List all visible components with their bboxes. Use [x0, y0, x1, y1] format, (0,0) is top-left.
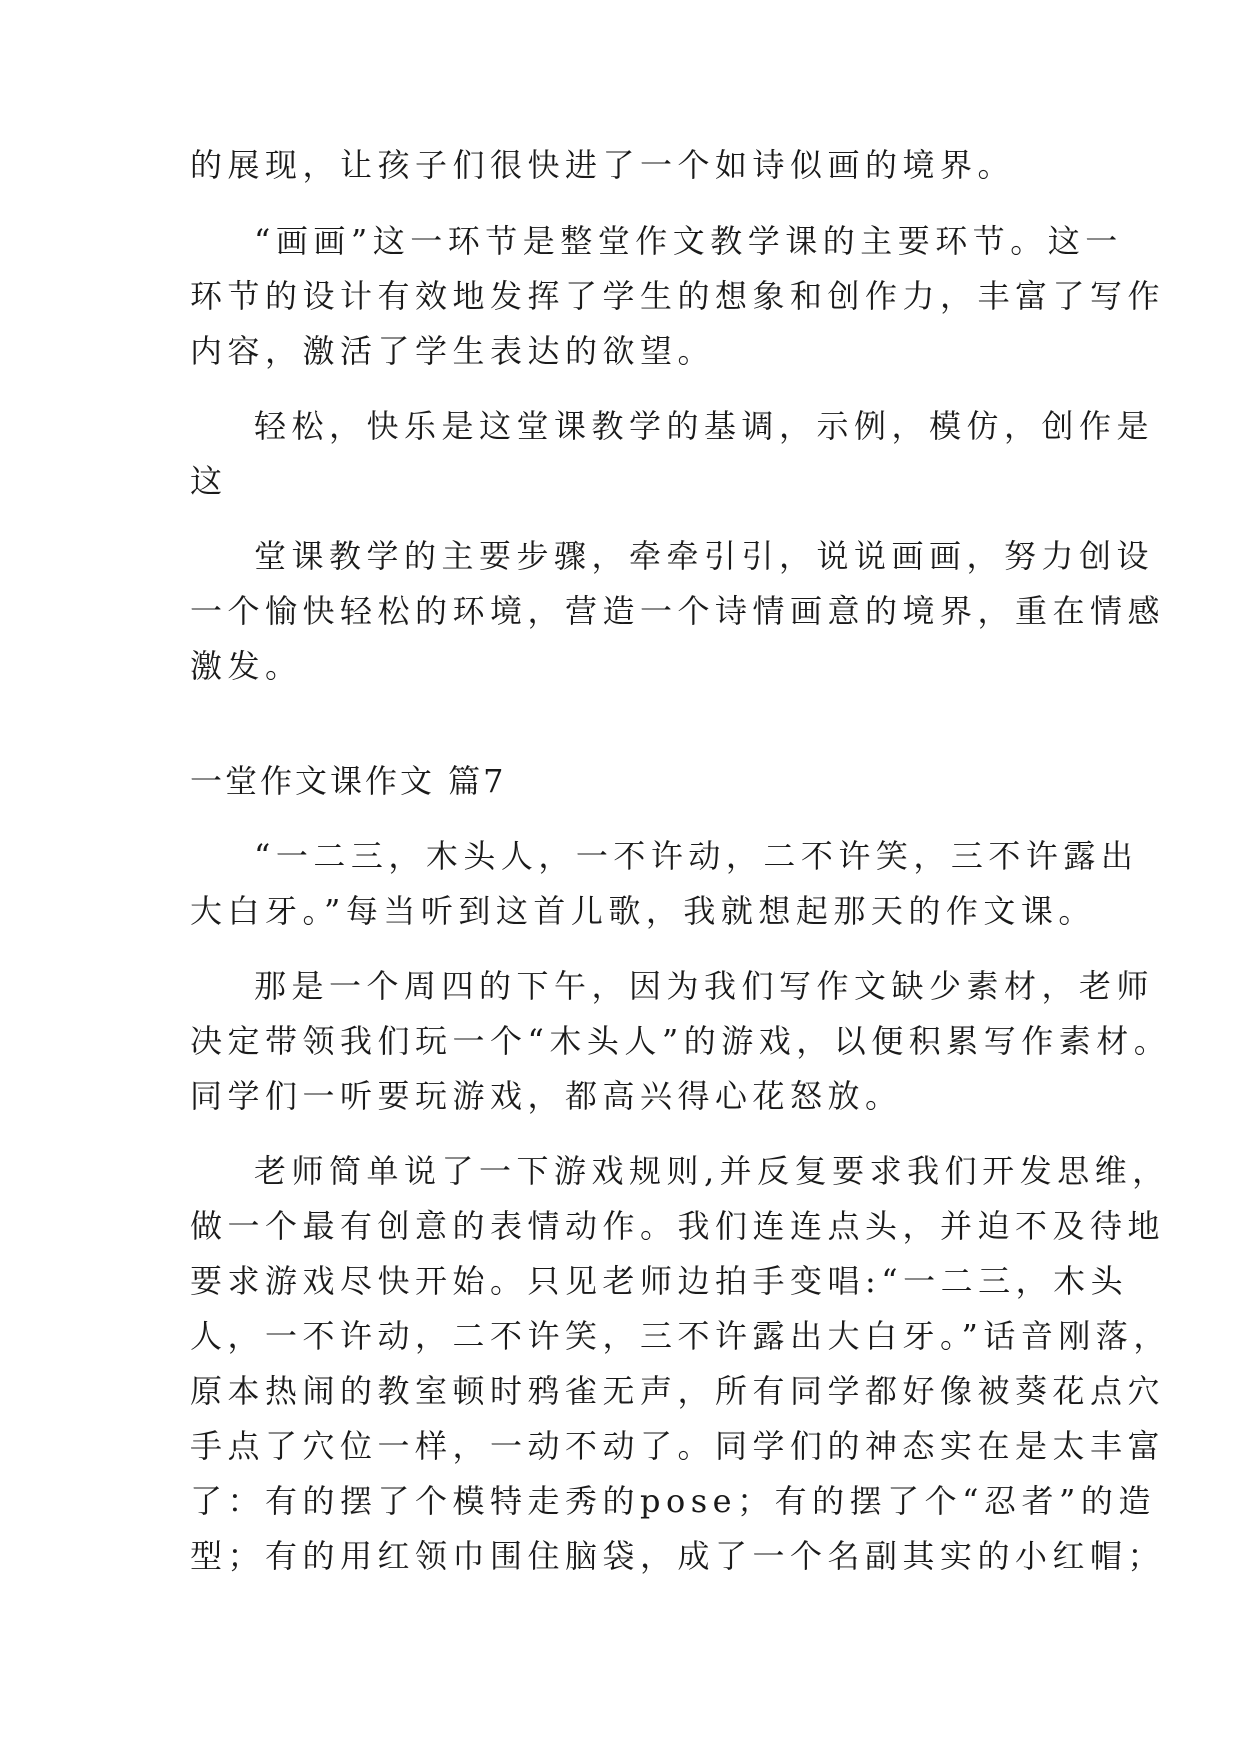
paragraph-line: 那是一个周四的下午，因为我们写作文缺少素材，老师	[254, 967, 1155, 1005]
paragraph-line: 内容，激活了学生表达的欲望。	[190, 332, 716, 370]
paragraph-line: 这	[190, 462, 228, 500]
paragraph-line: 要求游戏尽快开始。只见老师边拍手变唱:“一二三，木头	[190, 1262, 1129, 1300]
paragraph-line: 轻松，快乐是这堂课教学的基调，示例，模仿，创作是	[254, 407, 1155, 445]
paragraph-line: 堂课教学的主要步骤，牵牵引引，说说画画，努力创设	[254, 537, 1155, 575]
paragraph-line: 激发。	[190, 647, 303, 685]
section-heading: 一堂作文课作文 篇7	[190, 762, 507, 800]
paragraph-line: “画画”这一环节是整堂作文教学课的主要环节。这一	[254, 222, 1123, 260]
paragraph-line: 环节的设计有效地发挥了学生的想象和创作力，丰富了写作	[190, 277, 1166, 315]
paragraph-line: 大白牙。”每当听到这首儿歌，我就想起那天的作文课。	[190, 892, 1096, 930]
paragraph-line: “一二三，木头人，一不许动，二不许笑，三不许露出	[254, 837, 1139, 875]
paragraph-line: 做一个最有创意的表情动作。我们连连点头，并迫不及待地	[190, 1207, 1166, 1245]
paragraph-line: 手点了穴位一样，一动不动了。同学们的神态实在是太丰富	[190, 1427, 1166, 1465]
paragraph-line: 老师简单说了一下游戏规则,并反复要求我们开发思维，	[254, 1152, 1170, 1190]
paragraph-line: 一个愉快轻松的环境，营造一个诗情画意的境界，重在情感	[190, 592, 1166, 630]
paragraph-line: 决定带领我们玩一个“木头人”的游戏，以便积累写作素材。	[190, 1022, 1172, 1060]
paragraph-line: 型；有的用红领巾围住脑袋，成了一个名副其实的小红帽；	[190, 1537, 1166, 1575]
paragraph-line: 的展现，让孩子们很快进了一个如诗似画的境界。	[190, 146, 1016, 184]
paragraph-line: 原本热闹的教室顿时鸦雀无声，所有同学都好像被葵花点穴	[190, 1372, 1166, 1410]
paragraph-line: 了：有的摆了个模特走秀的pose；有的摆了个“忍者”的造	[190, 1482, 1156, 1520]
paragraph-line: 人，一不许动，二不许笑，三不许露出大白牙。”话音刚落，	[190, 1317, 1171, 1355]
paragraph-line: 同学们一听要玩游戏，都高兴得心花怒放。	[190, 1077, 903, 1115]
